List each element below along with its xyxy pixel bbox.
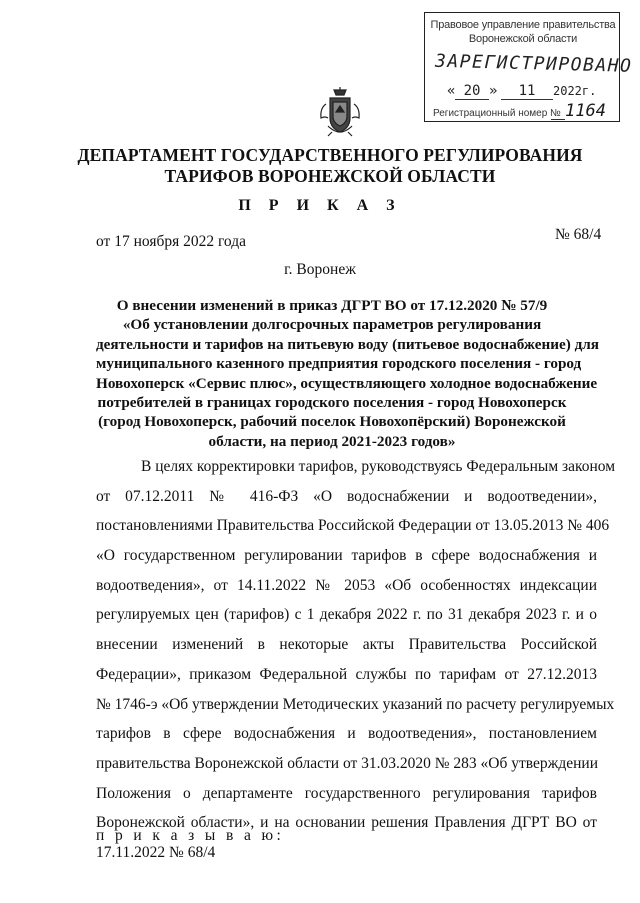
body-line: внесении изменений в некоторые акты Правительства Российской (96, 636, 597, 654)
subject-line: потребителей в границах городского поселения - город Новохоперск (97, 394, 567, 412)
body-line: Федерации», приказом Федеральной службы по тарифам от 27.12.2013 (96, 665, 597, 683)
department-name-line: ТАРИФОВ ВОРОНЕЖСКОЙ ОБЛАСТИ (164, 166, 496, 186)
subject-line: «Об установлении долгосрочных параметров регулирования (122, 316, 542, 334)
coat-of-arms-icon (318, 86, 362, 138)
stamp-date-day: 20 (455, 83, 489, 100)
body-paragraph (96, 452, 616, 868)
body-line: постановлениями Правительства Российской Федерации от 13.05.2013 № 406 (96, 517, 610, 535)
stamp-registered-text: ЗАРЕГИСТРИРОВАНО (434, 50, 633, 77)
subject-line: Новохоперск «Сервис плюс», осуществляющего холодное водоснабжение (96, 374, 598, 392)
subject-line: муниципального казенного предприятия городского поселения - город (96, 355, 582, 373)
order-date: от 17 ноября 2022 года (96, 233, 247, 250)
decree-word: п р и к а з ы в а ю: (96, 827, 285, 844)
subject-line: (город Новохоперск, рабочий поселок Новохопёрский) Воронежской (98, 413, 566, 431)
body-line: регулируемых цен (тарифов) с 1 декабря 2022 г. по 31 декабря 2023 г. и о (96, 606, 597, 624)
stamp-number-underline (551, 119, 565, 120)
stamp-date-year: 2022г. (553, 84, 597, 98)
stamp-number-label: Регистрационный номер № (433, 108, 561, 119)
body-line: 17.11.2022 № 68/4 (96, 843, 216, 861)
registration-stamp (424, 12, 633, 122)
order-title: П Р И К А З (238, 197, 402, 214)
stamp-org-line: Воронежской области (468, 33, 578, 45)
body-line: водоотведения», от 14.11.2022 № 2053 «Об особенностях индексации (96, 576, 597, 594)
body-line: от 07.12.2011 № 416-ФЗ «О водоснабжении и водоотведении», (96, 487, 597, 505)
subject-line: деятельности и тарифов на питьевую воду (питьевое водоснабжение) для (96, 335, 599, 353)
body-line: Воронежской области», и на основании решения Правления ДГРТ ВО от (96, 814, 597, 832)
body-line: № 1746-э «Об утверждении Методических указаний по расчету регулируемых (96, 695, 615, 713)
order-subject (96, 296, 599, 451)
stamp-org-line: Правовое управление правительства (430, 19, 616, 31)
body-line: «О государственном регулировании тарифов в сфере водоснабжения и (96, 547, 597, 565)
stamp-number-value: 1164 (565, 101, 606, 121)
body-line: В целях корректировки тарифов, руководствуясь Федеральным законом (141, 458, 616, 475)
body-line: правительства Воронежской области от 31.03.2020 № 283 «Об утверждении (96, 754, 598, 772)
order-city: г. Воронеж (284, 261, 356, 278)
body-line: тарифов в сфере водоснабжения и водоотведения», постановлением (96, 725, 597, 743)
stamp-date-month: 11 (501, 83, 553, 100)
subject-line: О внесении изменений в приказ ДГРТ ВО от 17.12.2020 № 57/9 (116, 297, 548, 314)
subject-line: области, на период 2021-2023 годов» (208, 432, 456, 450)
body-line: Положения о департаменте государственного регулирования тарифов (96, 784, 597, 802)
stamp-date: « 20 » 11 2022г. (447, 83, 597, 99)
department-name-line: ДЕПАРТАМЕНТ ГОСУДАРСТВЕННОГО РЕГУЛИРОВАНИЯ (77, 145, 583, 165)
order-number: № 68/4 (555, 226, 602, 243)
